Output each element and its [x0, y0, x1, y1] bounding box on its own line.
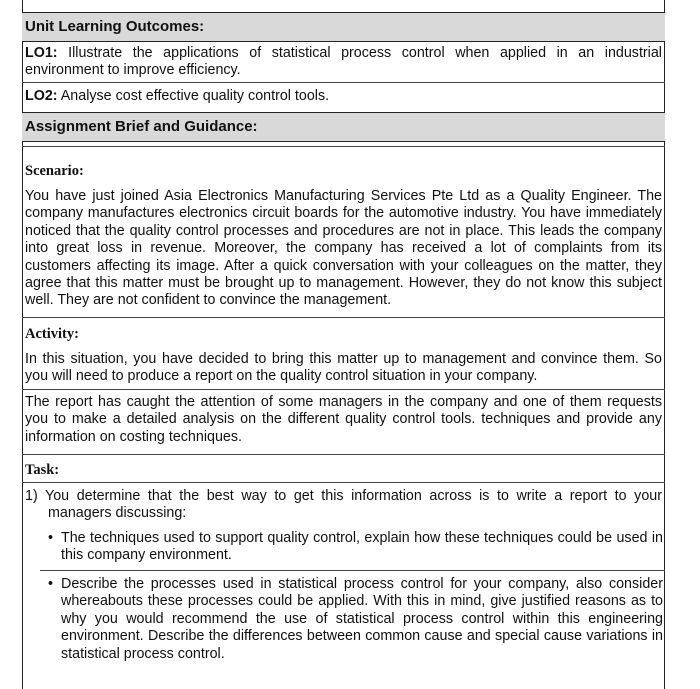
bullet-2-marker: •: [48, 576, 54, 592]
lo1-label: LO1:: [25, 45, 58, 61]
activity-divider: [22, 389, 665, 390]
assignment-brief-header: [22, 112, 665, 142]
lo1-paragraph: [25, 45, 662, 80]
scenario-heading: Scenario:: [25, 163, 84, 179]
scenario-text: You have just joined Asia Electronics Manufacturing Services Pte Ltd as a Quality Engineer. The company manufactures electronics circuit boards for the automotive industry. You have immediately noticed that the quality control processes and procedures are not in place. This leads the company into great loss in revenue. Moreover, the company has received a lot of complaints from its customers affecting its image. After a quick conversation with your colleagues on the matter, they agree that this matter must be brought up to management. However, they do not know this subject well. They are not confident to convince the management.: [25, 188, 662, 309]
brief-divider: [22, 146, 665, 147]
task1-text: You determine that the best way to get this information across is to write a report to your managers discussing:: [45, 488, 662, 522]
bullet-1-marker: •: [48, 530, 54, 546]
bullet-divider: [40, 570, 665, 571]
lo2-label: LO2:: [25, 88, 58, 104]
lo2-paragraph: [25, 88, 662, 105]
task-divider: [22, 454, 665, 455]
activity-paragraph-2: The report has caught the attention of some managers in the company and one of them requests you to make a detailed analysis on the different quality control tools. techniques and provide any information on costing techniques.: [25, 394, 662, 445]
bullet-2-text: Describe the processes used in statistical process control for your company, also consider whereabouts these processes could be applied. With this in mind, give justified reasons as to why you would recommend the use of statistical process control within this engineering environment. Describe the differences between common cause and special cause variations in statistical process control.: [61, 576, 663, 662]
lo-divider: [22, 82, 665, 83]
task1-number: 1): [25, 488, 38, 504]
assignment-brief-title: Assignment Brief and Guidance:: [25, 118, 258, 135]
task-heading: Task:: [25, 462, 60, 478]
lo2-text: Analyse cost effective quality control tools.: [57, 88, 330, 104]
scenario-divider: [22, 317, 665, 318]
unit-outcomes-title: Unit Learning Outcomes:: [25, 18, 205, 35]
bullet-1-text: The techniques used to support quality control, explain how these techniques could be used in this company environment.: [61, 530, 663, 564]
task-heading-divider: [22, 482, 665, 483]
activity-heading: Activity:: [25, 326, 79, 342]
lo1-text: Illustrate the applications of statistical process control when applied in an industrial environment to improve efficiency.: [25, 45, 662, 79]
activity-paragraph-1: In this situation, you have decided to bring this matter up to management and convince them. So you will need to produce a report on the quality control situation in your company.: [25, 351, 662, 385]
unit-outcomes-header: [22, 12, 665, 42]
